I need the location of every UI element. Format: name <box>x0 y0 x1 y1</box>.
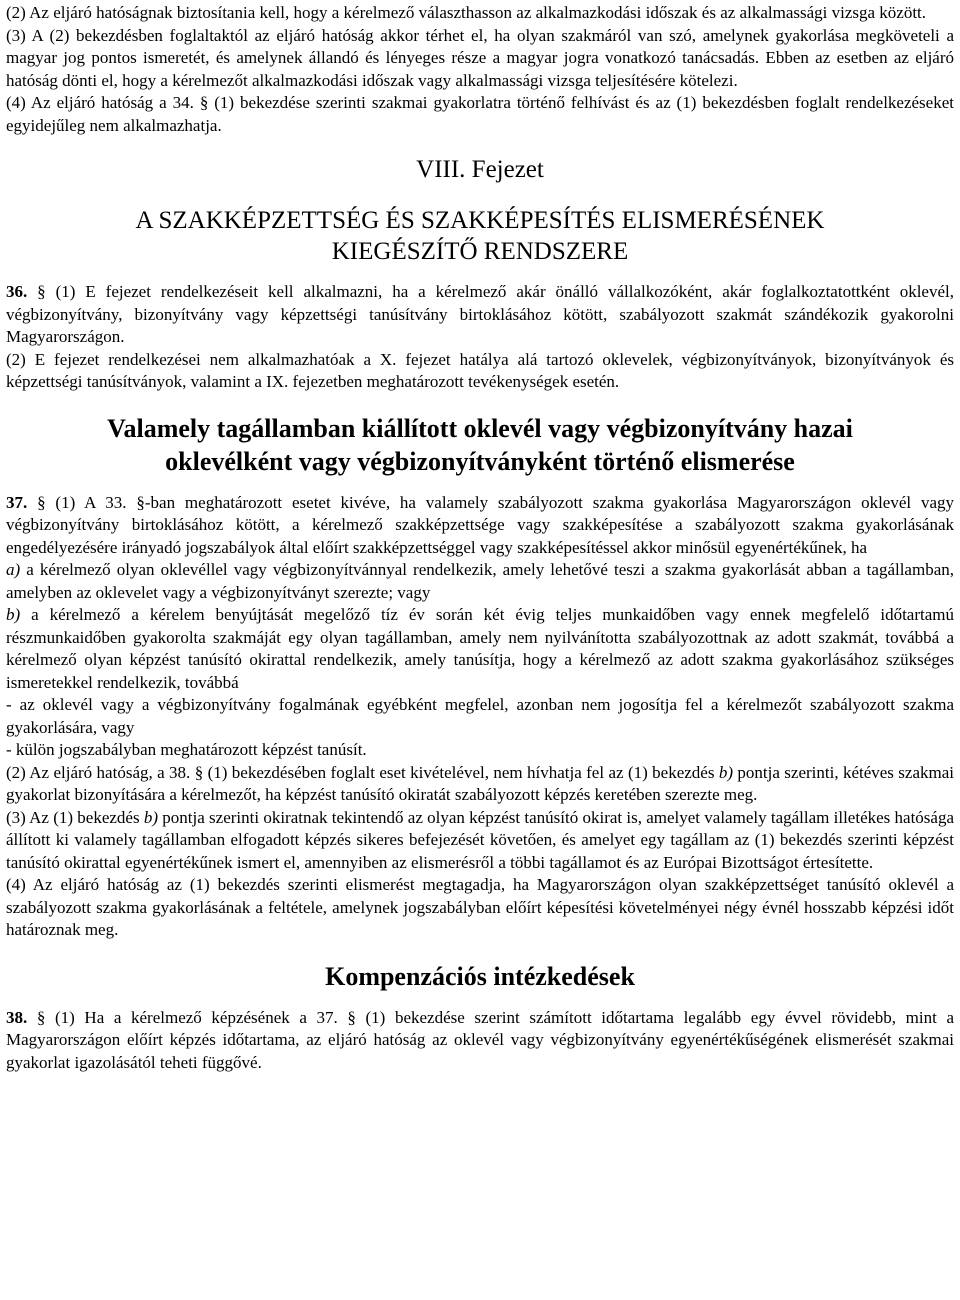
paragraph-36-2: (2) E fejezet rendelkezései nem alkalmazhatóak a X. fejezet hatálya alá tartozó oklevelek, végbizonyítványok, bizonyítványok és képzettségi tanúsítványok, valamint a IX. fejezetben meghatározott tevékenységek esetén. <box>6 349 954 391</box>
paragraph-37-3: (3) Az (1) bekezdés b) pontja szerinti okiratnak tekintendő az olyan képzést tanúsító okirat is, amelyet valamely tagállam illetékes hatósága állított ki valamely tagállamban elfogadott képzés sikeres befejezését követően, és amelyet egy tagállam az (1) bekezdés szerinti képzést tanúsító okirattal egyenértékűnek ismert el, amennyiben az elismerésről a többi tagállamot és az Európai Bizottságot értesítette. <box>6 807 955 872</box>
chapter-number: VIII. Fejezet <box>416 156 544 183</box>
paragraph-37-1-a: a) a kérelmező olyan oklevéllel vagy végbizonyítvánnyal rendelkezik, amely lehetővé teszi a szakma gyakorlását abban a tagállamban, amelyben az oklevelet vagy a végbizonyítványt szerezte; vagy <box>6 560 954 602</box>
paragraph-37-1-b: b) a kérelmező a kérelem benyújtását megelőző tíz év során két évig teljes munkaidőben vagy ennek megfelelő időtartamú részmunkaidőben gyakorolta szakmáját egy olyan tagállamban, amely nem nyilvánította szabályozottnak az adott szakmát, továbbá a kérelmező olyan képzést tanúsító okirattal rendelkezik, amely tanúsítja, hogy a kérelmező az adott szakma gyakorlásához szükséges ismeretekkel rendelkezik, továbbá <box>6 605 954 692</box>
paragraph-37-2: (2) Az eljáró hatóság, a 38. § (1) bekezdésében foglalt eset kivételével, nem hívhatja fel az (1) bekezdés b) pontja szerinti, kétéves szakmai gyakorlat bizonyítására a kérelmezőt, ha képzést tanúsító okiratát szabályozott képzés keretében szerezte meg. <box>6 762 955 804</box>
section-number-37: 37. <box>6 492 28 512</box>
paragraph-38-1: 38. § (1) Ha a kérelmező képzésének a 37. § (1) bekezdése szerint számított időtartama legalább egy évvel rövidebb, mint a Magyarországon előírt képzés időtartama, az eljáró hatóság az oklevél vagy végbizonyítvány egyenértékűségének elismerését szakmai gyakorlat igazolásától teheti függővé. <box>6 1007 954 1072</box>
section-number-38: 38. <box>6 1007 28 1027</box>
paragraph-37-1: 37. § (1) A 33. §-ban meghatározott esetet kivéve, ha valamely szabályozott szakma gyakorlása Magyarországon oklevél vagy végbizonyítvány birtoklásához kötött, a kérelmező szakképzettsége vagy szakképesítése a szabályozott szakma gyakorlásának engedélyezésére irányadó jogszabályok által előírt szakképzettséggel vagy szakképesítéssel akkor minősül egyenértékűnek, ha <box>6 492 954 557</box>
section-heading-recognition: Valamely tagállamban kiállított oklevél vagy végbizonyítvány hazai oklevélként vagy végbizonyítványként történő elismerése <box>107 413 853 476</box>
chapter-title-line1: A SZAKKÉPZETTSÉG ÉS SZAKKÉPESÍTÉS ELISMERÉSÉNEK <box>135 207 825 234</box>
paragraph-35-4: (4) Az eljáró hatóság a 34. § (1) bekezdése szerinti szakmai gyakorlatra történő felhívást és az (1) bekezdésben foglalt rendelkezéseket egyidejűleg nem alkalmazhatja. <box>6 93 954 135</box>
paragraph-35-3: (3) A (2) bekezdésben foglaltaktól az eljáró hatóság akkor térhet el, ha olyan szakmáról van szó, amelynek gyakorlása megköveteli a magyar jog pontos ismeretét, és amelynek állandó és lényeges része a magyar jogra vonatkozó tanácsadás. Ebben az esetben az eljáró hatóság dönti el, hogy a kérelmezőt alkalmazkodási időszak vagy alkalmassági vizsga teljesítésére kötelezi. <box>6 25 954 90</box>
paragraph-35-2: (2) Az eljáró hatóságnak biztosítania kell, hogy a kérelmező választhasson az alkalmazkodási időszak és az alkalmassági vizsga között. <box>6 3 927 22</box>
paragraph-37-dash-1: - az oklevél vagy a végbizonyítvány fogalmának egyébként megfelel, azonban nem jogosítja fel a kérelmezőt szabályozott szakma gyakorlására, vagy <box>6 695 954 737</box>
section-number-36: 36. <box>6 282 28 301</box>
section-heading-compensation: Kompenzációs intézkedések <box>325 961 635 991</box>
paragraph-37-4: (4) Az eljáró hatóság az (1) bekezdés szerinti elismerést megtagadja, ha Magyarországon olyan szakképzettséget tanúsító oklevél a szabályozott szakma gyakorlásának a feltétele, amelynek jogszabályban előírt képesítési követelményei négy évnél hosszabb képzési időt határoznak meg. <box>6 875 954 939</box>
chapter-title-line2: KIEGÉSZÍTŐ RENDSZERE <box>331 238 629 265</box>
paragraph-37-dash-2: - külön jogszabályban meghatározott képzést tanúsít. <box>6 740 367 759</box>
chapter-title <box>6 205 954 267</box>
paragraph-36-1: 36. § (1) E fejezet rendelkezéseit kell alkalmazni, ha a kérelmező akár önálló vállalkozóként, akár foglalkoztatottként oklevél, végbizonyítvány, bizonyítvány vagy képzettségi tanúsítvány birtoklásához kötött, szabályozott szakmát szándékozik gyakorolni Magyarországon. <box>6 282 954 346</box>
